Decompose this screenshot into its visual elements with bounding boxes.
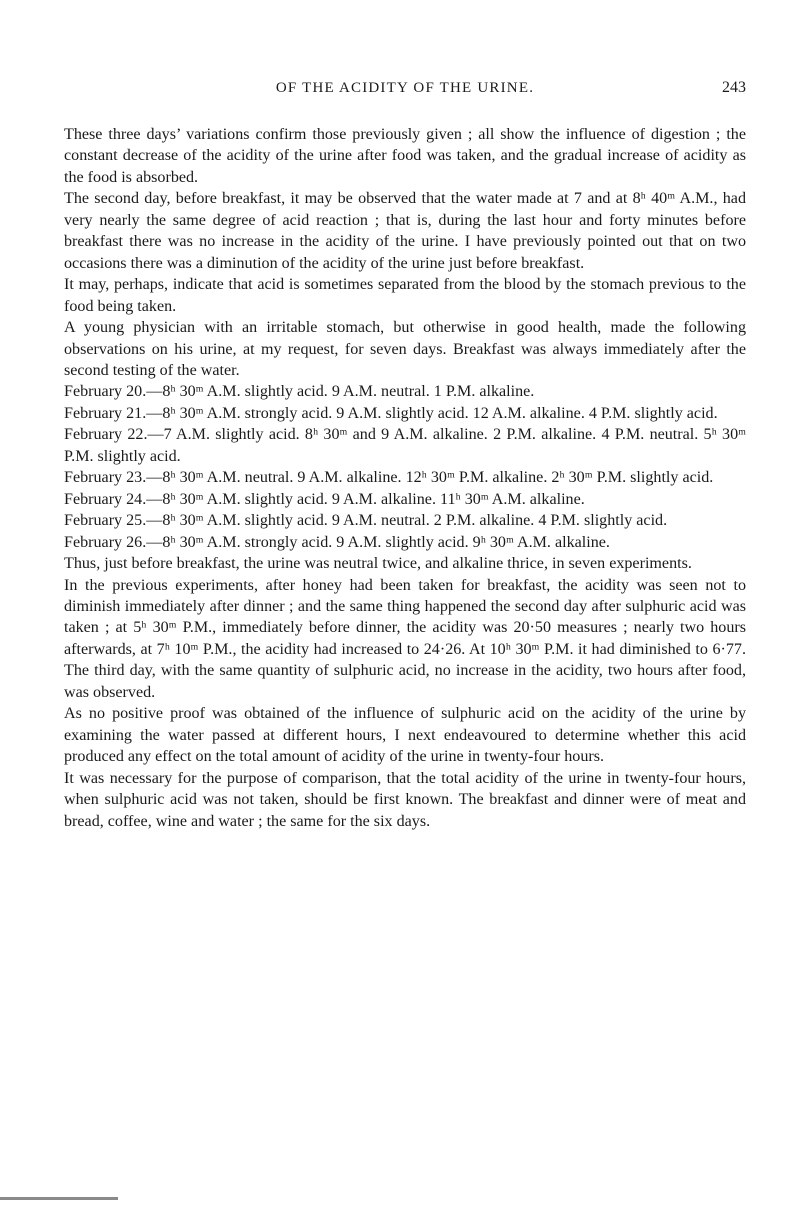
observation-entry: February 24.—8ʰ 30ᵐ A.M. slightly acid. 9 A.M. alkaline. 11ʰ 30ᵐ A.M. alkaline. [64, 490, 585, 508]
observation-entry: February 22.—7 A.M. slightly acid. 8ʰ 30ᵐ and 9 A.M. alkaline. 2 P.M. alkaline. 4 P.M. neutral. 5ʰ 30ᵐ P.M. slightly acid. [64, 426, 746, 465]
observation-entry: February 20.—8ʰ 30ᵐ A.M. slightly acid. 9 A.M. neutral. 1 P.M. alkaline. [64, 383, 535, 401]
paragraph: In the previous experiments, after honey had been taken for breakfast, the acidity was seen not to diminish immediately after dinner ; and the same thing happened the second day after sulphuric acid was taken ; at 5ʰ 30ᵐ P.M., immediately before dinner, the acidity was 20·50 measures ; nearly two hours afterwards, at 7ʰ 10ᵐ P.M., the acidity had increased to 24·26. At 10ʰ 30ᵐ P.M. it had diminished to 6·77. The third day, with the same quantity of sulphuric acid, no increase in the acidity, two hours after food, was observed. [64, 576, 746, 701]
scan-edge-mark [0, 1197, 118, 1200]
paragraph: As no positive proof was obtained of the influence of sulphuric acid on the acidity of the urine by examining the water passed at different hours, I next endeavoured to determine whether this acid produced any effect on the total amount of acidity of the urine in twenty-four hours. [64, 705, 746, 766]
observation-entry: February 21.—8ʰ 30ᵐ A.M. strongly acid. 9 A.M. slightly acid. 12 A.M. alkaline. 4 P.M. slightly acid. [64, 404, 718, 422]
paragraph: Thus, just before breakfast, the urine was neutral twice, and alkaline thrice, in seven experiments. [64, 555, 692, 573]
page-header [64, 78, 746, 102]
observation-entry: February 25.—8ʰ 30ᵐ A.M. slightly acid. 9 A.M. neutral. 2 P.M. alkaline. 4 P.M. slightly acid. [64, 512, 668, 530]
observation-entry: February 26.—8ʰ 30ᵐ A.M. strongly acid. 9 A.M. slightly acid. 9ʰ 30ᵐ A.M. alkaline. [64, 533, 610, 551]
paragraph: It was necessary for the purpose of comparison, that the total acidity of the urine in twenty-four hours, when sulphuric acid was not taken, should be first known. The breakfast and dinner were of meat and bread, coffee, wine and water ; the same for the six days. [64, 769, 746, 830]
paragraph: A young physician with an irritable stomach, but otherwise in good health, made the following observations on his urine, at my request, for seven days. Breakfast was always immediately after the second testing of the water. [64, 319, 746, 379]
page-number: 243 [722, 79, 746, 96]
paragraph: It may, perhaps, indicate that acid is sometimes separated from the blood by the stomach previous to the food being taken. [64, 276, 746, 315]
body-text [64, 124, 746, 832]
observation-entry: February 23.—8ʰ 30ᵐ A.M. neutral. 9 A.M. alkaline. 12ʰ 30ᵐ P.M. alkaline. 2ʰ 30ᵐ P.M. slightly acid. [64, 469, 714, 487]
paragraph: The second day, before breakfast, it may be observed that the water made at 7 and at 8ʰ 40ᵐ A.M., had very nearly the same degree of acid reaction ; that is, during the last hour and forty minutes before breakfast there was no increase in the acidity of the urine. I have previously pointed out that on two occasions there was a diminution of the acidity of the urine just before breakfast. [64, 190, 746, 272]
paragraph: These three days’ variations confirm those previously given ; all show the influence of digestion ; the constant decrease of the acidity of the urine after food was taken, and the gradual increase of acidity as the food is absorbed. [64, 126, 746, 186]
running-title: OF THE ACIDITY OF THE URINE. [275, 80, 535, 96]
